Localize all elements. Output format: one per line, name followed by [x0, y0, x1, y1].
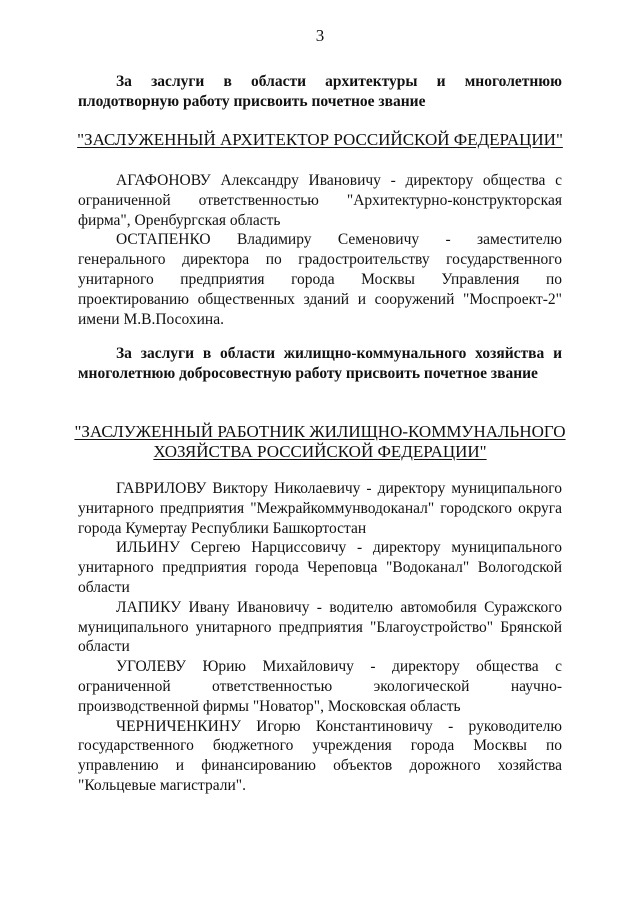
nominee-entry: ОСТАПЕНКО Владимиру Семеновичу - заместителю генерального директора по градостроительству государственного унитарного предприятия города Москвы Управления по проектированию общественных зданий и сооружений "Моспроект-2" имени М.В.Посохина.	[78, 231, 562, 328]
award-title-housing-worker-text: "ЗАСЛУЖЕННЫЙ РАБОТНИК ЖИЛИЩНО-КОММУНАЛЬНОГО ХОЗЯЙСТВА РОССИЙСКОЙ ФЕДЕРАЦИИ"	[74, 422, 566, 461]
nominee-entry: АГАФОНОВУ Александру Ивановичу - директору общества с ограниченной ответственностью "Архитектурно-конструкторская фирма", Оренбургская область	[78, 172, 562, 229]
nominee-entry: УГОЛЕВУ Юрию Михайловичу - директору общества с ограниченной ответственностью экологической научно-производственной фирмы "Новатор", Московская область	[78, 658, 562, 715]
page-number: 3	[315, 26, 325, 45]
nominee-list-architecture	[78, 171, 562, 329]
nominee-entry: ИЛЬИНУ Сергею Нарциссовичу - директору муниципального унитарного предприятия города Череповца "Водоканал" Вологодской области	[78, 539, 562, 596]
award-intro-architecture: За заслуги в области архитектуры и многолетнюю плодотворную работу присвоить почетное звание	[78, 73, 562, 110]
award-title-architect-text: "ЗАСЛУЖЕННЫЙ АРХИТЕКТОР РОССИЙСКОЙ ФЕДЕРАЦИИ"	[77, 130, 563, 149]
nominee-entry: ЛАПИКУ Ивану Ивановичу - водителю автомобиля Суражского муниципального унитарного предприятия "Благоустройство" Брянской области	[78, 598, 562, 656]
nominee-list-housing	[78, 479, 562, 796]
award-intro-housing: За заслуги в области жилищно-коммунального хозяйства и многолетнюю добросовестную работу присвоить почетное звание	[78, 345, 562, 382]
award-title-housing-worker	[60, 422, 580, 462]
nominee-entry: ЧЕРНИЧЕНКИНУ Игорю Константиновичу - руководителю государственного бюджетного учреждения города Москвы по управлению и финансированию объектов дорожного хозяйства "Кольцевые магистрали".	[78, 717, 562, 794]
nominee-entry: ГАВРИЛОВУ Виктору Николаевичу - директору муниципального унитарного предприятия "Межрайкоммунводоканал" городского округа города Кумертау Республики Башкортостан	[78, 480, 562, 537]
award-title-architect	[60, 130, 580, 150]
